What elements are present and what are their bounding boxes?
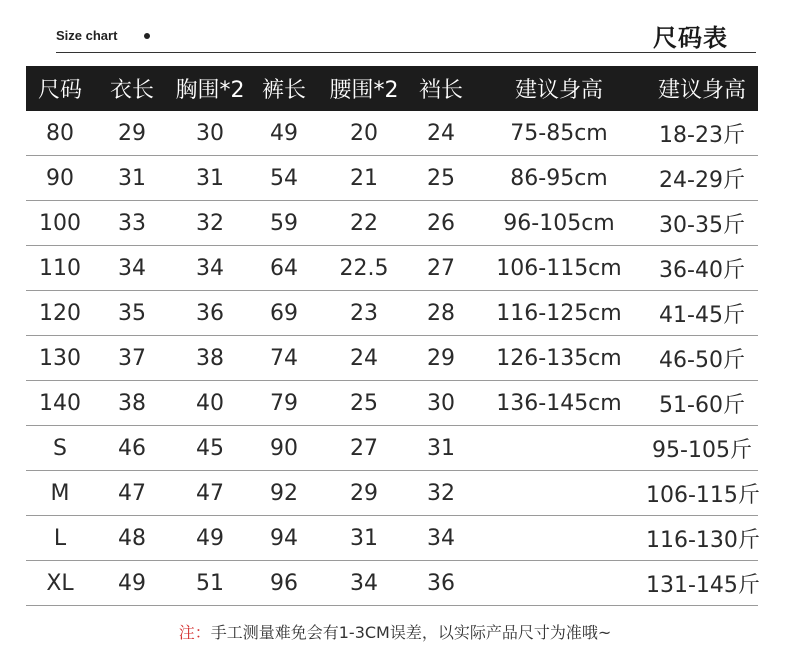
table-cell: 22.5 [339,255,389,281]
table-cell: 47 [118,480,146,506]
table-cell: 106-115cm [496,255,622,281]
table-cell: 126-135cm [496,345,622,371]
table-cell: 49 [118,570,146,596]
table-row [26,201,758,246]
table-cell: 90 [270,435,298,461]
table-cell: 74 [270,345,298,371]
table-cell: 34 [118,255,146,281]
table-cell: 96-105cm [503,210,615,236]
table-cell: 94 [270,525,298,551]
table-cell: 45 [196,435,224,461]
table-cell: 49 [196,525,224,551]
table-cell: 96 [270,570,298,596]
table-cell: 130 [39,345,81,371]
table-cell: 40 [196,390,224,416]
table-cell: 27 [350,435,378,461]
table-cell: 38 [196,345,224,371]
table-cell: 26 [427,210,455,236]
bullet-dot-icon [144,33,150,39]
table-cell: 27 [427,255,455,281]
note-text: 手工测量难免会有1-3CM误差，以实际产品尺寸为准哦~ [210,623,612,642]
table-cell: 86-95cm [510,165,608,191]
table-cell: 69 [270,300,298,326]
table-cell: S [53,435,67,461]
column-header: 尺码 [37,78,82,103]
table-cell: 51 [196,570,224,596]
table-cell: 18-23斤 [659,122,745,148]
table-header-row [26,66,758,111]
table-cell: 22 [350,210,378,236]
table-cell: 64 [270,255,298,281]
table-cell: 33 [118,210,146,236]
measurement-note [0,620,790,643]
table-cell: M [50,480,70,506]
table-cell: 34 [196,255,224,281]
column-header: 胸围*2 [175,78,245,103]
table-cell: 140 [39,390,81,416]
table-row [26,246,758,291]
table-cell: L [53,525,67,551]
table-row [26,336,758,381]
table-cell: 95-105斤 [652,437,752,463]
table-cell: 116-130斤 [646,527,760,553]
table-row [26,471,758,516]
column-header: 建议身高 [657,78,746,103]
table-row [26,426,758,471]
table-cell: 31 [196,165,224,191]
table-cell: 46 [118,435,146,461]
table-cell: 90 [46,165,74,191]
table-cell: 20 [350,120,378,146]
column-header: 裤长 [261,78,306,103]
table-cell: 100 [39,210,81,236]
table-cell: 29 [350,480,378,506]
table-cell: 32 [427,480,455,506]
table-cell: 38 [118,390,146,416]
table-cell: 47 [196,480,224,506]
table-cell: 31 [350,525,378,551]
table-row [26,156,758,201]
table-cell: 131-145斤 [646,572,760,598]
table-cell: 36 [196,300,224,326]
table-cell: 75-85cm [510,120,608,146]
table-cell: 31 [118,165,146,191]
table-cell: 21 [350,165,378,191]
table-cell: 136-145cm [496,390,622,416]
table-cell: 25 [427,165,455,191]
page-title: 尺码表 [653,24,728,52]
column-header: 衣长 [109,78,154,103]
table-cell: 59 [270,210,298,236]
table-cell: 41-45斤 [659,302,745,328]
table-cell: 23 [350,300,378,326]
page-header [56,18,756,52]
table-cell: 79 [270,390,298,416]
table-cell: 34 [350,570,378,596]
table-cell: 49 [270,120,298,146]
note-label: 注： [178,623,211,642]
table-cell: 24 [350,345,378,371]
table-cell: 36-40斤 [659,257,745,283]
table-cell: 92 [270,480,298,506]
column-header: 腰围*2 [329,78,399,103]
table-cell: 29 [118,120,146,146]
table-cell: 80 [46,120,74,146]
header-divider [56,52,756,53]
table-cell: 30-35斤 [659,212,745,238]
table-cell: 37 [118,345,146,371]
table-row [26,291,758,336]
table-cell: 36 [427,570,455,596]
table-cell: 54 [270,165,298,191]
table-cell: 28 [427,300,455,326]
table-cell: 120 [39,300,81,326]
table-cell: 34 [427,525,455,551]
table-cell: 30 [427,390,455,416]
table-row [26,111,758,156]
table-cell: 116-125cm [496,300,622,326]
table-body [26,111,758,606]
column-header: 裆长 [418,78,463,103]
table-cell: 30 [196,120,224,146]
table-cell: 51-60斤 [659,392,745,418]
table-row [26,561,758,606]
table-cell: 32 [196,210,224,236]
table-cell: 29 [427,345,455,371]
table-cell: 24-29斤 [659,167,745,193]
table-cell: 24 [427,120,455,146]
size-table [26,66,758,606]
english-title: Size chart [56,28,118,43]
table-cell: 48 [118,525,146,551]
table-cell: XL [46,570,74,596]
table-cell: 31 [427,435,455,461]
table-cell: 25 [350,390,378,416]
table-row [26,381,758,426]
table-cell: 110 [39,255,81,281]
table-cell: 106-115斤 [646,482,760,508]
table-cell: 46-50斤 [659,347,745,373]
table-cell: 35 [118,300,146,326]
table-row [26,516,758,561]
column-header: 建议身高 [514,78,603,103]
